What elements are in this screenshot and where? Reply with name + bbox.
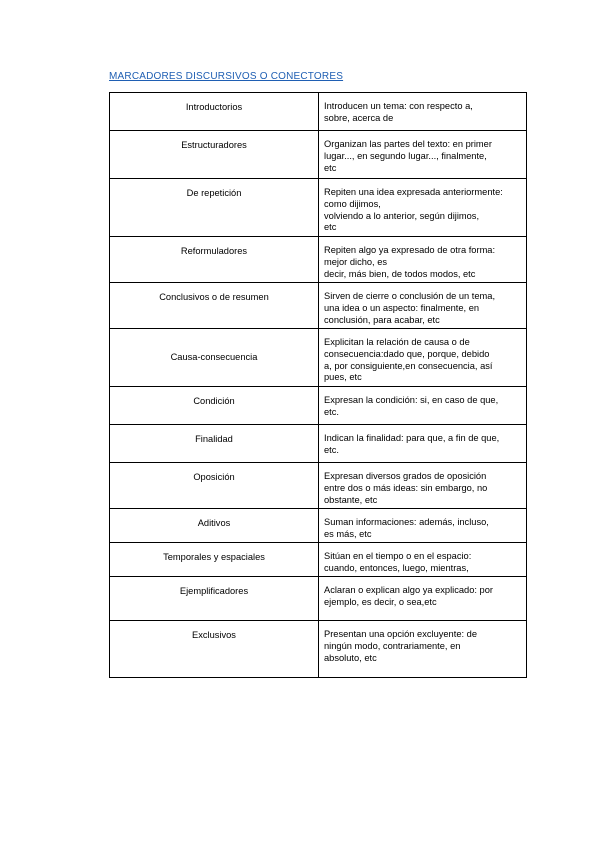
table-row <box>110 463 527 509</box>
table-row <box>110 283 527 329</box>
term-cell: Causa-consecuencia <box>110 329 319 387</box>
connectors-table <box>109 92 527 678</box>
description-cell: Introducen un tema: con respecto a, sobre, acerca de <box>319 93 527 131</box>
description-cell: Presentan una opción excluyente: de ningún modo, contrariamente, en absoluto, etc <box>319 621 527 678</box>
term-cell: Ejemplificadores <box>110 577 319 621</box>
table-row <box>110 237 527 283</box>
table-row <box>110 329 527 387</box>
table-row <box>110 387 527 425</box>
table-row <box>110 509 527 543</box>
term-cell: Conclusivos o de resumen <box>110 283 319 329</box>
term-cell: De repetición <box>110 179 319 237</box>
term-cell: Condición <box>110 387 319 425</box>
description-cell: Expresan diversos grados de oposición entre dos o más ideas: sin embargo, no obstante, etc <box>319 463 527 509</box>
description-cell: Explicitan la relación de causa o de consecuencia:dado que, porque, debido a, por consiguiente,en consecuencia, así pues, etc <box>319 329 527 387</box>
term-cell: Temporales y espaciales <box>110 543 319 577</box>
description-cell: Repiten algo ya expresado de otra forma: mejor dicho, es decir, más bien, de todos modos, etc <box>319 237 527 283</box>
term-cell: Reformuladores <box>110 237 319 283</box>
table-row <box>110 425 527 463</box>
table-row <box>110 543 527 577</box>
table-row <box>110 131 527 179</box>
table-row <box>110 621 527 678</box>
description-cell: Suman informaciones: además, incluso, es más, etc <box>319 509 527 543</box>
description-cell: Aclaran o explican algo ya explicado: por ejemplo, es decir, o sea,etc <box>319 577 527 621</box>
term-cell: Exclusivos <box>110 621 319 678</box>
term-cell: Estructuradores <box>110 131 319 179</box>
term-cell: Oposición <box>110 463 319 509</box>
term-cell: Introductorios <box>110 93 319 131</box>
description-cell: Repiten una idea expresada anteriormente: como dijimos, volviendo a lo anterior, según dijimos, etc <box>319 179 527 237</box>
page-title-link[interactable]: MARCADORES DISCURSIVOS O CONECTORES <box>109 71 344 82</box>
table-row <box>110 179 527 237</box>
term-cell: Aditivos <box>110 509 319 543</box>
table-row <box>110 577 527 621</box>
description-cell: Sirven de cierre o conclusión de un tema, una idea o un aspecto: finalmente, en conclusión, para acabar, etc <box>319 283 527 329</box>
description-cell: Sitúan en el tiempo o en el espacio: cuando, entonces, luego, mientras, <box>319 543 527 577</box>
description-cell: Indican la finalidad: para que, a fin de que, etc. <box>319 425 527 463</box>
description-cell: Expresan la condición: si, en caso de que, etc. <box>319 387 527 425</box>
term-cell: Finalidad <box>110 425 319 463</box>
description-cell: Organizan las partes del texto: en primer lugar..., en segundo lugar..., finalmente, etc <box>319 131 527 179</box>
table-row <box>110 93 527 131</box>
